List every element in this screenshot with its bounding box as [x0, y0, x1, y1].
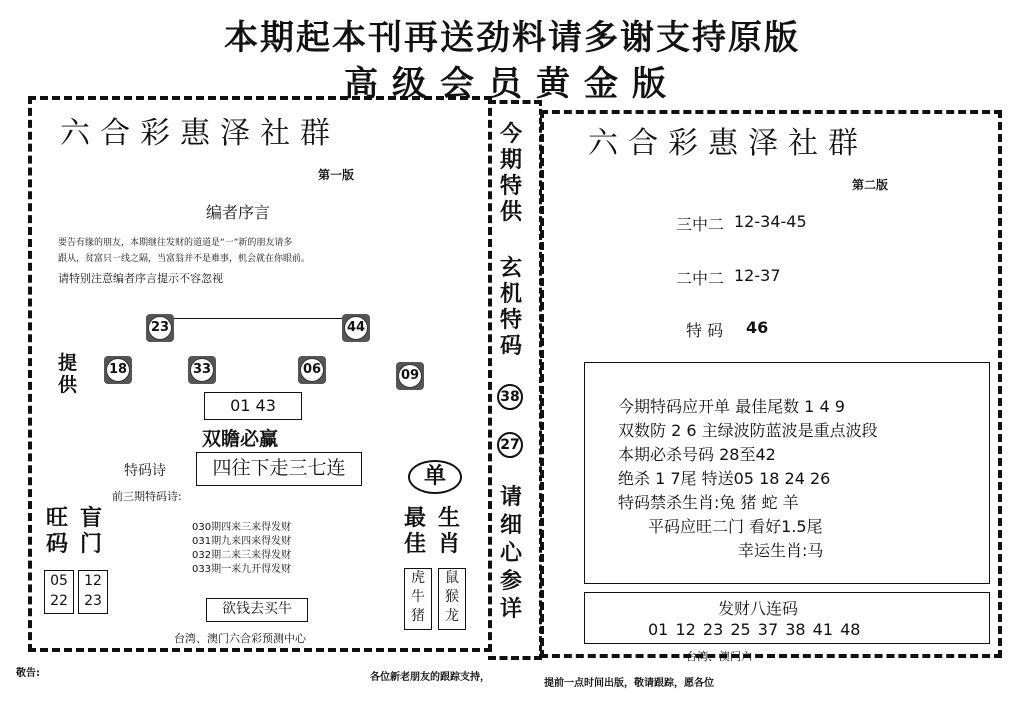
- ball-06: 06: [298, 356, 326, 384]
- ball-33: 33: [188, 356, 216, 384]
- header-line-1: 本期起本刊再送劲料请多谢支持原版: [224, 18, 800, 58]
- preface-notice: 请特别注意编者序言提示不容忽视: [58, 272, 223, 285]
- prosper-label: 旺码: [46, 506, 69, 557]
- tip-line-7: 幸运生肖:马: [738, 541, 824, 560]
- special-number: 46: [746, 318, 769, 337]
- provide-label: 提供: [58, 352, 78, 396]
- tip-line-4: 绝杀 1 7尾 特送05 18 24 26: [618, 469, 831, 488]
- middle-col-2: [496, 256, 526, 360]
- preface-title: 编者序言: [206, 203, 271, 222]
- zodiac-b-2: 猴: [445, 589, 459, 605]
- single-oval: 单: [408, 460, 462, 494]
- zodiac-a-3: 猪: [411, 608, 425, 624]
- special-label: 特 码: [686, 321, 724, 340]
- tip-line-1: 今期特码应开单 最佳尾数 1 4 9: [618, 397, 845, 416]
- two-two-value: 12-37: [734, 266, 781, 285]
- prev-poem-1: 030期四来三来得发财: [192, 522, 292, 533]
- two-two-label: 二中二: [676, 269, 725, 288]
- poem-box: 四往下走三七连: [196, 452, 362, 486]
- circle-num-38: 38: [497, 384, 523, 410]
- mid-char: 参: [499, 569, 522, 594]
- three-two-label: 三中二: [676, 215, 725, 234]
- bottom-text-1: 各位新老朋友的跟踪支持，: [370, 672, 490, 683]
- blind-num-1: 12: [84, 573, 102, 589]
- blind-label: 盲门: [80, 506, 103, 557]
- mid-char: 玄: [499, 256, 522, 281]
- bottom-text-2: 提前一点时间出版，敬请跟踪，愿各位: [544, 678, 714, 689]
- mid-char: 供: [499, 200, 522, 225]
- prev-poem-3: 032期二来三来得发财: [192, 550, 292, 561]
- mid-char: 详: [499, 597, 522, 622]
- tip-line-5: 特码禁杀生肖:兔 猪 蛇 羊: [618, 493, 799, 512]
- preface-line-2: 跟从，贫富只一线之隔，当富翁并不是难事，机会就在你眼前。: [58, 254, 311, 264]
- poem-label: 特码诗: [124, 463, 166, 479]
- eight-title: 发财八连码: [718, 599, 799, 618]
- middle-col-3: [496, 484, 526, 624]
- prosper-num-1: 05: [50, 573, 68, 589]
- prev-poem-2: 031期九来四来得发财: [192, 536, 292, 547]
- blind-box: [78, 570, 108, 614]
- zodiac-a-2: 牛: [411, 589, 425, 605]
- mid-char: 心: [499, 541, 522, 566]
- bottom-left-label: 敬告:: [16, 668, 40, 679]
- zodiac-label: 生肖: [438, 506, 461, 557]
- top-ball-line: [172, 318, 342, 319]
- middle-col-1: [496, 122, 526, 226]
- zodiac-a-1: 虎: [411, 570, 425, 586]
- buy-cow-box: 欲钱去买牛: [206, 598, 308, 622]
- ball-44: 44: [342, 314, 370, 342]
- mid-char: 特: [499, 308, 522, 333]
- best-label: 最佳: [404, 506, 427, 557]
- mid-char: 今: [499, 122, 522, 147]
- double-win: 双瞻必赢: [202, 428, 279, 450]
- pair-box: 01 43: [204, 392, 302, 420]
- mid-char: 特: [499, 174, 522, 199]
- zodiac-b-3: 龙: [445, 608, 459, 624]
- zodiac-box-b: [438, 568, 466, 630]
- preface-line-1: 要告有缘的朋友，本期继往发财的道道是“一”新的朋友请多: [58, 238, 293, 248]
- mid-char: 细: [499, 513, 522, 538]
- circle-num-27: 27: [497, 432, 523, 458]
- right-foot: 台湾、澳门六: [686, 650, 752, 663]
- left-panel-title: 六合彩惠泽社群: [60, 116, 340, 151]
- header-line-2: 高级会员黄金版: [344, 64, 680, 104]
- tip-line-3: 本期必杀号码 28至42: [618, 445, 776, 464]
- left-edition: 第一版: [318, 168, 355, 182]
- mid-char: 期: [499, 148, 522, 173]
- blind-num-2: 23: [84, 593, 102, 609]
- ball-18: 18: [104, 356, 132, 384]
- zodiac-box-a: [404, 568, 432, 630]
- left-footer: 台湾、澳门六合彩预测中心: [174, 632, 306, 645]
- ball-23: 23: [146, 314, 174, 342]
- zodiac-b-1: 鼠: [445, 570, 459, 586]
- prev-poem-4: 033期一来九开得发财: [192, 564, 292, 575]
- tip-line-6: 平码应旺二门 看好1.5尾: [648, 517, 823, 536]
- right-edition: 第二版: [852, 178, 889, 192]
- prosper-num-2: 22: [50, 593, 68, 609]
- mid-char: 请: [499, 485, 522, 510]
- right-panel-title: 六合彩惠泽社群: [588, 126, 868, 161]
- mid-char: 机: [499, 282, 522, 307]
- tip-line-2: 双数防 2 6 主绿波防蓝波是重点波段: [618, 421, 878, 440]
- prosper-box: [44, 570, 74, 614]
- mid-char: 码: [499, 334, 522, 359]
- ball-09: 09: [396, 362, 424, 390]
- prev-poem-label: 前三期特码诗:: [112, 490, 182, 503]
- three-two-value: 12-34-45: [734, 212, 807, 231]
- eight-numbers: 01 12 23 25 37 38 41 48: [648, 620, 861, 639]
